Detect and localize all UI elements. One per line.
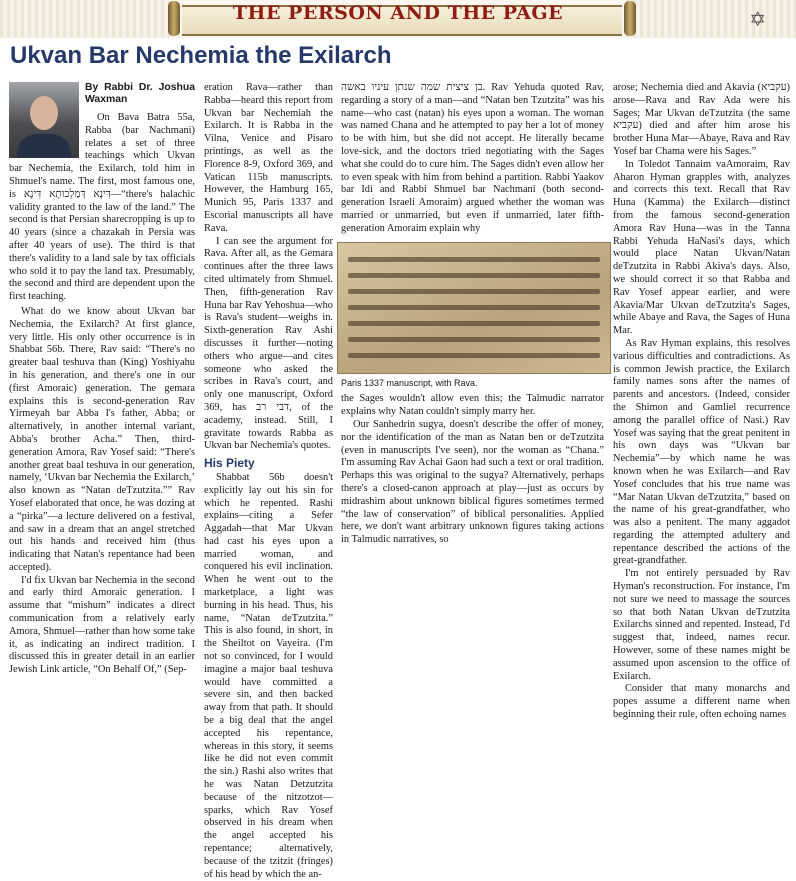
- manuscript-image: [337, 242, 611, 374]
- paragraph: arose; Nechemia died and Akavia (עקביא) arose—Rava and Rav Ada were his Sages; Mar Ukvan deTzutzita (the same עקביא) died and after him arose his brother Huna Mar—Abaye, Rava and Rav Yosef bar Chama were his Sages.”: [613, 82, 790, 157]
- manuscript-caption: Paris 1337 manuscript, with Rava.: [341, 377, 478, 388]
- paragraph: Shabbat 56b doesn't explicitly lay out his sin for which he repented. Rashi explains—citing a Sefer Aggadah—that Mar Ukvan had cast his eyes upon a married woman, and conquered his evil inclination. When he went out to the marketplace, a light was burning in his head. Thus, his name, “Natan deTzutzita.” This is also found, in short, in the Sheiltot on Vayeira. (I'm not so convinced, for I would imagine a major baal teshuva would have committed a severe sin, and then backed away from that path. It should be a big deal that the angel accepted his repentance, whereas in this story, it seems like he did not even commit the sin.) Rashi also writes that he was Natan Detzutzita because of the nitzotzot—sparks, which Rav Yosef observed in his dream when the angel accepted his repentance; alternatively, because of the tzitzit (fringes) of his head by which the an-: [204, 471, 333, 880]
- column-1: [9, 82, 195, 677]
- column-4: [613, 82, 790, 722]
- paragraph: In Toledot Tannaim vaAmoraim, Rav Aharon Hyman grapples with, analyzes and corrects this text. Recall that Rav Huna (Kamma) the Exilarch—distinct from the famous second-generation Amora Rav Huna—was in the Tanna Rabbi Yehuda HaNasi's days, which would place Natan Ukvan/Natan deTzutzita in Rabbi Akiva's days. Also, we should correct it so that Rabba and Rav Yosef appear earlier, and were Akavia/Mar Ukvan deTzutzita's Sages, while Abaye and Rava, the Sages of Huna Mar.: [613, 158, 790, 337]
- page-banner: [0, 0, 796, 38]
- paragraph: As Rav Hyman explains, this resolves various difficulties and contradictions. As is common Jewish practice, the Exilarch family names sons after the names of parents and ancestors. (Indeed, consider the Shimon and Gamliel recurrence among the parallel office of Nasi.) Rav Yosef was saying that the great penitent in his own days was “Ukvan bar Nechemia”—by which name he was known when he was Exilarch—and Rav Yosef concludes that his true name was “Mar Natan Ukvan deTzutzita,” based on the name of his great-grandfather, who was also a penitent. The many aggadot regarding the attempted adultery and repentance described the actions of the great-grandfather.: [613, 337, 790, 567]
- column-2: [204, 82, 333, 881]
- column-3: [341, 82, 604, 547]
- banner-title: THE PERSON AND THE PAGE: [232, 2, 564, 24]
- author-face: [30, 96, 58, 130]
- section-heading: His Piety: [204, 456, 255, 471]
- author-photo: [9, 82, 79, 158]
- article-byline: By Rabbi Dr. Joshua Waxman: [85, 82, 195, 105]
- paragraph: I'm not entirely persuaded by Rav Hyman's reconstruction. For instance, I'm not sure we need to massage the sources so that both Natan Ukvan deTzutzita Exilarchs sinned and repented. Instead, I'd suggest that, indeed, names recur. However, some of these names might be assumed upon ascension to the office of Exilarch.: [613, 568, 790, 682]
- article-headline: Ukvan Bar Nechemia the Exilarch: [10, 42, 392, 69]
- paragraph: בן ציצית שמה שנתן עיניו באשה. Rav Yehuda quoted Rav, regarding a story of a man—and “Natan ben Tzutzita” was his name—who cast (natan) his eyes upon a woman. The woman was named Chana and he attempted to pay her a lot of money to be with him, but she did not accept. He literally became love-sick, and the doctors tried negotiating with the Sages what she could do to cure him. The Sages didn't even allow her to even speak with him from behind a partition. Rabbi Yaakov bar Idi and Rabbi Shmuel bar Nachmani (both second-generation Israeli Amoraim) argued whether the woman was married or unmarried, but even if unmarried, later fifth-generation Amoraim explain why: [341, 82, 604, 234]
- paragraph: the Sages wouldn't allow even this; the Talmudic narrator explains why Natan couldn't simply marry her.: [341, 393, 604, 418]
- paragraph: I'd fix Ukvan bar Nechemia in the second and early third Amoraic generation. I assume that “mishum” indicates a direct communication from a relatively early Amora, Shmuel—rather than how some take it, as indicating an indirect tradition. I discussed this in greater detail in an earlier Jewish Link article, “On Behalf Of,” (Sep-: [9, 574, 195, 676]
- author-shirt: [17, 134, 71, 158]
- paragraph: I can see the argument for Rava. After all, as the Gemara continues after the three laws cited ultimately from Shmuel. Then, fifth-generation Rav Huna bar Rav Yehoshua—who is Rava's student—weighs in. Sixth-generation Rav Ashi discusses it further—noting others who argue—and cites someone who asked the scribes in Rava's court, and only one manuscript, Oxford 369, has דבי רב, of the academy, instead. Still, I gravitate towards Rabba as Ukvan bar Nechemia's quotes.: [204, 235, 333, 452]
- paragraph: On Bava Batra 55a, Rabba (bar Nachmani) relates a set of three teachings which Ukvan bar Nechemia, the Exilarch, told him in Shmuel's name. The first, most famous one, is דִּינָא דְּמַלְכוּתָא דִּינָא—“there's halachic validity granted to the law of the land.” The second is that Persian sharecropping is up to 40 years (since a chazakah in Persia was after 40 years of use). The third is that there's validity to a land sale by tax officials who sold it to pay the land tax. Presumably, the second and third are dependent upon the first teaching.: [9, 112, 195, 303]
- star-of-david-icon: ✡: [749, 9, 766, 31]
- paragraph: Consider that many monarchs and popes assume a different name when beginning their rule, often echoing names: [613, 683, 790, 721]
- paragraph: eration Rava—rather than Rabba—heard this report from Ukvan bar Nechemiah the Exilarch. It is Rabba in the Vilna, Venice and Pisaro printings, as well as the Florence 8-9, Oxford 369, and Vatican 115b manuscripts. However, the Hamburg 165, Munich 95, Paris 1337 and Escorial manuscripts all have Rava.: [204, 82, 333, 234]
- paragraph: Our Sanhedrin sugya, doesn't describe the offer of money, nor the identification of the man as Natan ben or deTzutzita (even in manuscripts I've seen), nor the woman as “Chana.” I'm assuming Rav Achai Gaon had such a text or oral tradition. Perhaps this was original to the sugya? Alternatively, perhaps there's a closed-canon approach at play—just as occurs by midrashim about unknown biblical figures sometimes termed “the law of conservation” of biblical personalities. Applied here, we don't want arbitrary unknown figures taking actions in Talmudic narratives, so: [341, 418, 604, 546]
- paragraph: What do we know about Ukvan bar Nechemia, the Exilarch? At first glance, very little. His only other occurrence is in Shabbat 56b. There, Rav said: “There's no greater baal teshuva than (King) Yoshiyahu in his generation, and there's one in our (first Amoraic) generation. The gemara explains this is second-generation Rav Yirmeyah bar Abba I's father, Abba; or alternatively, in another internal variant, Abba's brother Acha.” Then, third-generation Amora, Rav Yosef said: “There's another great baal teshuva in our generation, namely, ‘Ukvan bar Nechemia the Exilarch,’ also known as “Natan deTzutzita.”” Rav Yosef elaborated that once, he was dozing at a “pirka”—a lecture delivered on a festival, and saw in a dream that an angel stretched out his hands and received him (thus indicating that Natan's repentance had been accepted).: [9, 305, 195, 573]
